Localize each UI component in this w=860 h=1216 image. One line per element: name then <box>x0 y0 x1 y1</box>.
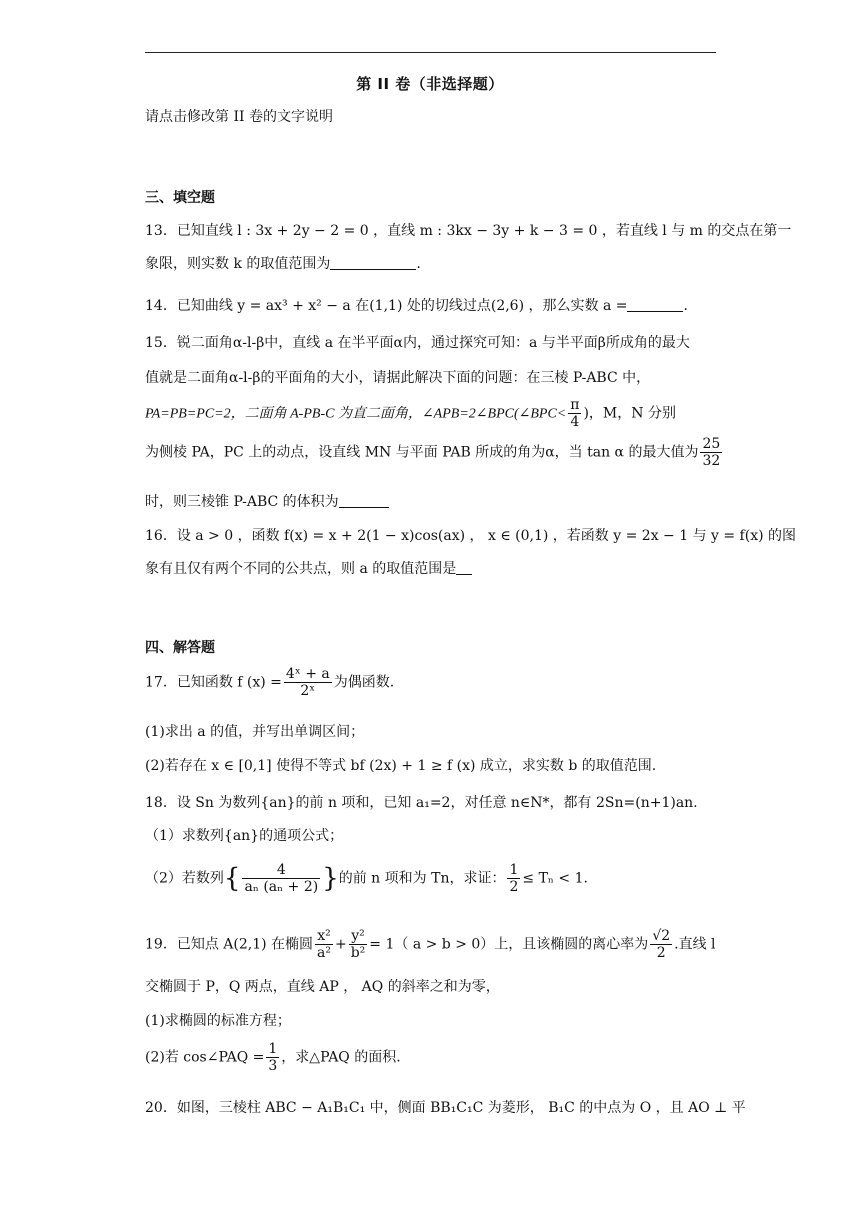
pi-over-4-fraction <box>568 397 581 430</box>
right-brace: } <box>322 863 339 894</box>
q14-text: 14．已知曲线 y = ax³ + x² − a 在(1,1) 处的切线过点(2,6) ，那么实数 a = <box>145 298 628 314</box>
q15-line-5 <box>145 491 717 511</box>
q15-line-1: 15．锐二面角α-l-β中，直线 a 在半平面α内，通过探究可知：a 与半平面β所成角的最大 <box>145 335 690 351</box>
q15-line-2: 值就是二面角α-l-β的平面角的大小，请据此解决下面的问题：在三棱 P-ABC 中， <box>145 370 651 386</box>
fraction-denominator: 4 <box>570 414 580 431</box>
q15-line-3 <box>145 397 717 430</box>
q18-part-1: （1）求数列{an}的通项公式； <box>145 828 344 844</box>
q18-text-mid: 的前 n 项和为 Tn，求证： <box>338 870 506 887</box>
q17-part-1: (1)求出 a 的值，并写出单调区间； <box>145 724 365 740</box>
fraction-denominator: 2 <box>656 945 666 962</box>
section-heading-answer: 四、解答题 <box>145 640 215 656</box>
q19-text: 19．已知点 A(2,1) 在椭圆 <box>145 936 314 953</box>
q17-line-1 <box>145 666 717 699</box>
q15-text-a: PA=PB=PC=2，二面角 A-PB-C 为直二面角，∠APB=2∠BPC(∠BPC< <box>145 406 567 422</box>
answer-blank <box>339 493 389 508</box>
section-heading-fill-in: 三、填空题 <box>145 190 215 206</box>
fraction-denominator: 3 <box>268 1058 278 1075</box>
one-third-fraction <box>266 1041 279 1074</box>
q19-line-1 <box>145 928 717 961</box>
q17-fraction <box>284 666 332 699</box>
q13-text: 象限，则实数 k 的取值范围为 <box>145 256 331 272</box>
q18-fraction <box>242 862 320 895</box>
q18-text: （2）若数列 <box>145 870 224 887</box>
fraction-numerator: π <box>570 397 580 413</box>
fraction-denominator: 32 <box>702 453 721 470</box>
y2-over-b2 <box>349 928 368 961</box>
section-instruction[interactable]: 请点击修改第 II 卷的文字说明 <box>145 109 333 125</box>
fraction-numerator: 25 <box>702 436 721 452</box>
fraction-denominator: b² <box>350 945 366 962</box>
fraction-25-32 <box>700 436 722 469</box>
one-half-fraction <box>507 862 520 895</box>
fraction-numerator: x² <box>315 928 333 945</box>
fraction-denominator: 2 <box>509 879 519 896</box>
q13-line-1: 13．已知直线 l : 3x + 2y − 2 = 0 ，直线 m : 3kx − 3y + k − 3 = 0 ，若直线 l 与 m 的交点在第一 <box>145 223 792 239</box>
q18-text-end: ≤ Tₙ < 1. <box>522 870 588 887</box>
q19-part-1: (1)求椭圆的标准方程； <box>145 1013 291 1029</box>
q13-line-2: 象限，则实数 k 的取值范围为 . <box>145 256 421 272</box>
top-rule <box>145 52 716 53</box>
q19-text-mid: = 1（ a > b > 0）上，且该椭圆的离心率为 <box>369 936 649 953</box>
page-title: 第 II 卷（非选择题） <box>356 75 504 93</box>
q19-part-2 <box>145 1041 717 1074</box>
q15-text-c: 为侧棱 PA，PC 上的动点，设直线 MN 与平面 PAB 所成的角为α，当 tan α 的最大值为 <box>145 444 699 461</box>
q18-part-2 <box>145 862 717 895</box>
q17-text-end: 为偶函数. <box>333 674 395 691</box>
q15-text-d: 时，则三棱锥 P-ABC 的体积为 <box>145 494 339 510</box>
fraction-numerator: √2 <box>652 928 671 944</box>
q18-line-1: 18．设 Sn 为数列{an}的前 n 项和，已知 a₁=2，对任意 n∈N*，都有 2Sn=(n+1)an. <box>145 795 698 811</box>
q20-line-1: 20．如图，三棱柱 ABC − A₁B₁C₁ 中，侧面 BB₁C₁C 为菱形， B₁C 的中点为 O ，且 AO ⊥ 平 <box>145 1100 746 1116</box>
q16-line-1: 16．设 a > 0 ，函数 f(x) = x + 2(1 − x)cos(ax) ， x ∈ (0,1) ，若函数 y = 2x − 1 与 y = f(x) 的图 <box>145 528 797 544</box>
q15-text-b: )，M，N 分别 <box>583 405 676 422</box>
fraction-numerator: 4 <box>242 862 320 879</box>
q16-line-2 <box>145 558 717 578</box>
fraction-denominator: 2ˣ <box>300 683 316 700</box>
fraction-numerator: 1 <box>268 1041 278 1057</box>
q14-line-1: 14．已知曲线 y = ax³ + x² − a 在(1,1) 处的切线过点(2,6) ，那么实数 a = . <box>145 298 688 314</box>
q19-line-2: 交椭圆于 P，Q 两点，直线 AP ， AQ 的斜率之和为零， <box>145 979 500 995</box>
q19-text-c: ，求△PAQ 的面积. <box>281 1049 401 1066</box>
plus-sign: + <box>334 936 347 953</box>
answer-blank <box>330 255 416 270</box>
x2-over-a2 <box>315 928 333 961</box>
fraction-numerator: y² <box>349 928 368 945</box>
q19-text-end: .直线 l <box>674 936 716 953</box>
q17-text: 17．已知函数 f (x) = <box>145 674 282 691</box>
answer-blank <box>456 560 472 575</box>
fraction-numerator: 1 <box>509 862 519 878</box>
left-brace: { <box>223 863 241 894</box>
fraction-denominator: aₙ (aₙ + 2) <box>244 879 319 896</box>
q17-part-2: (2)若存在 x ∈ [0,1] 使得不等式 bf (2x) + 1 ≥ f (x) 成立，求实数 b 的取值范围. <box>145 758 657 774</box>
q15-line-4 <box>145 436 721 470</box>
answer-blank <box>627 297 683 312</box>
fraction-denominator: a² <box>317 945 331 962</box>
fraction-numerator: 4ˣ + a <box>285 666 330 682</box>
q19-text-b: (2)若 cos∠PAQ = <box>145 1049 265 1066</box>
q16-text: 象有且仅有两个不同的公共点，则 a 的取值范围是 <box>145 561 457 577</box>
sqrt2-over-2 <box>650 928 672 961</box>
